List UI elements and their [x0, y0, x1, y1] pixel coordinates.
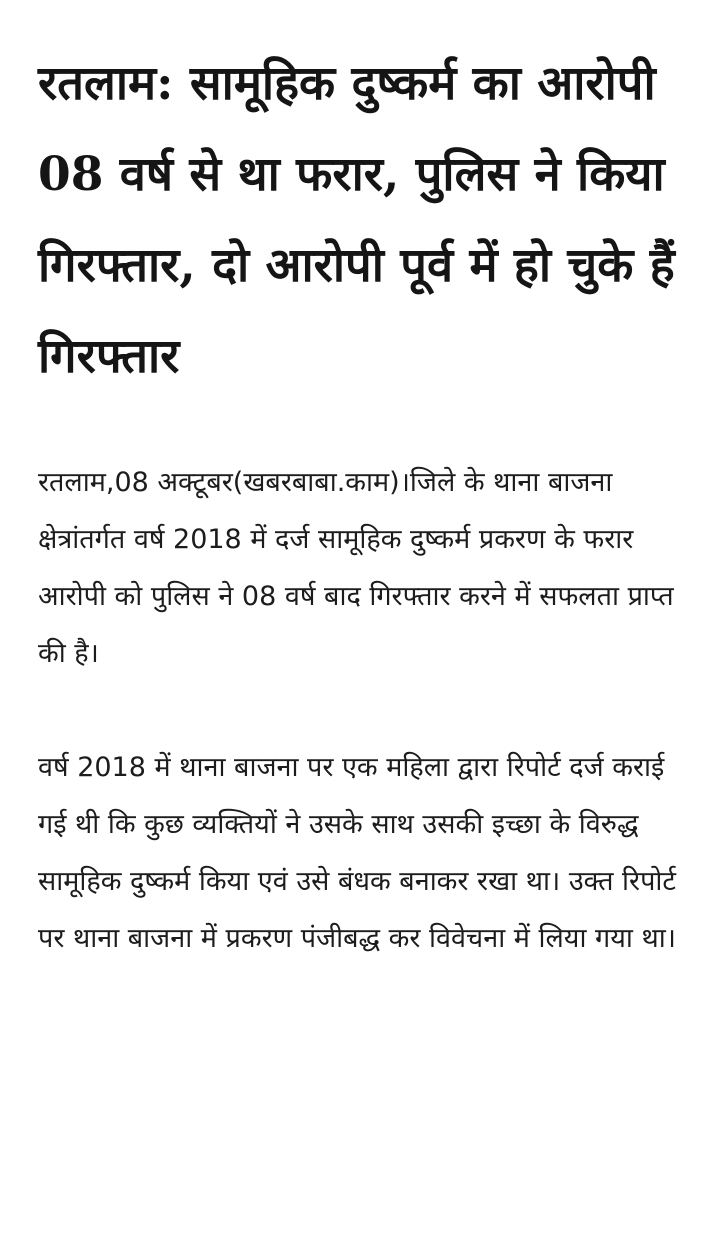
article-paragraph-details: वर्ष 2018 में थाना बाजना पर एक महिला द्वारा रिपोर्ट दर्ज कराई गई थी कि कुछ व्यक्तियों ने उसके साथ उसकी इच्छा के विरुद्ध सामूहिक दुष्कर्म किया एवं उसे बंधक बनाकर रखा था। उक्त रिपोर्ट पर थाना बाजना में प्रकरण पंजीबद्ध कर विवेचना में लिया गया था। — [38, 752, 677, 954]
article-paragraph-intro: रतलाम,08 अक्टूबर(खबरबाबा.काम)।जिले के थाना बाजना क्षेत्रांतर्गत वर्ष 2018 में दर्ज सामूहिक दुष्कर्म प्रकरण के फरार आरोपी को पुलिस ने 08 वर्ष बाद गिरफ्तार करने में सफलता प्राप्त की है। — [38, 467, 674, 669]
article-headline: रतलाम: सामूहिक दुष्कर्म का आरोपी 08 वर्ष से था फरार, पुलिस ने किया गिरफ्तार, दो आरोपी पूर्व में हो चुके हैं गिरफ्तार — [38, 56, 675, 384]
news-article — [38, 0, 690, 967]
article-body — [38, 454, 690, 967]
